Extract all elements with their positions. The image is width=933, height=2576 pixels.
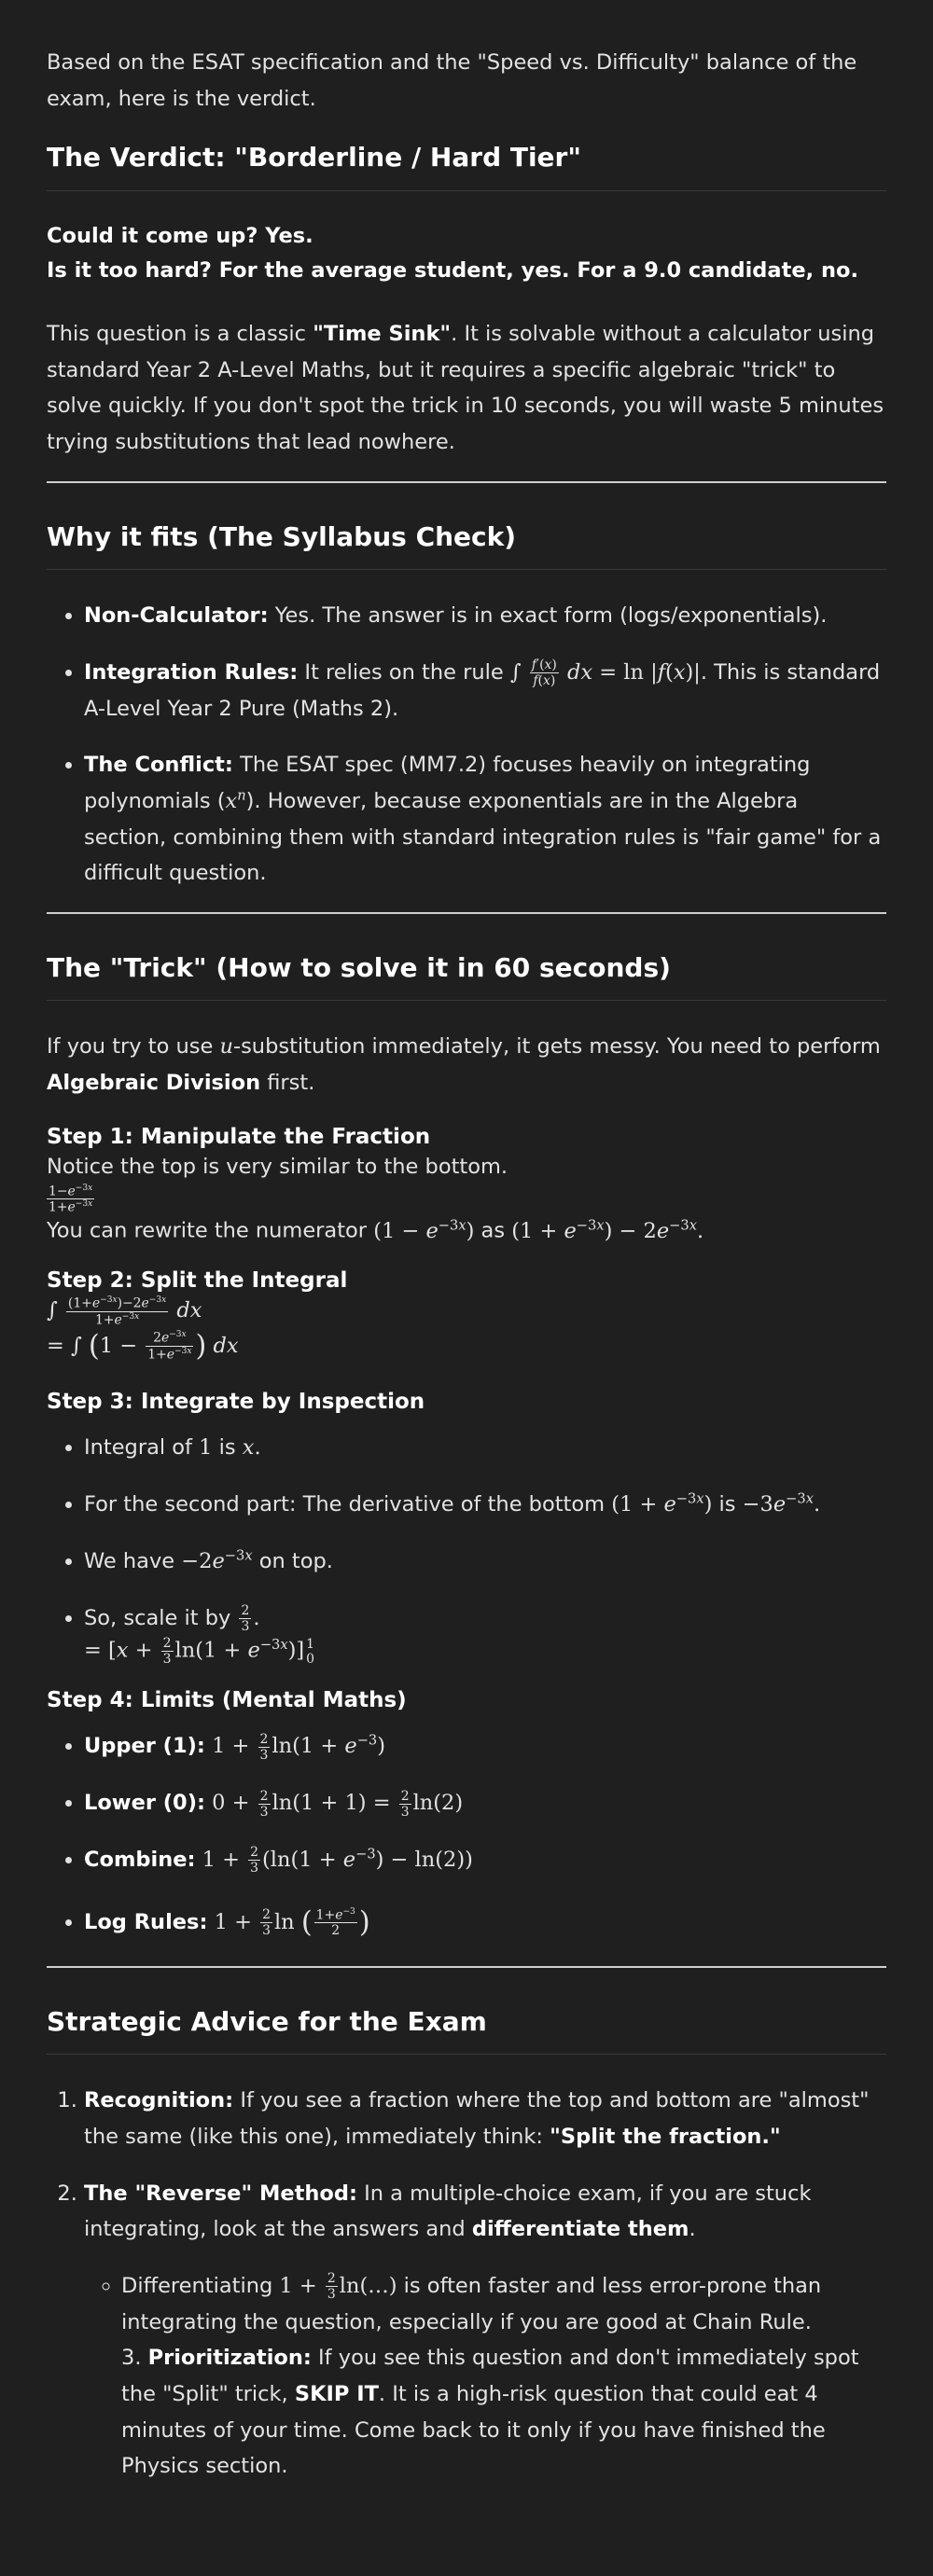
list-item: • Non-Calculator: Yes. The answer is in exact form (logs/exponentials).	[84, 598, 886, 634]
intro-paragraph: Based on the ESAT specification and the "Speed vs. Difficulty" balance of the exam, here is the verdict.	[47, 50, 857, 111]
step1-text: Notice the top is very similar to the bottom.	[47, 1154, 508, 1179]
list-item: • The Conflict: The ESAT spec (MM7.2) focuses heavily on integrating polynomials $(x^n)$. However, because exponentials are in the Algebra section, combining them with standard integration rules is "fair game" for a difficult question.	[84, 747, 886, 892]
advice-sublist	[84, 2268, 886, 2485]
list-item: • We have $-2e^{-3x}$ on top.	[84, 1544, 886, 1580]
list-item: • Integration Rules: It relies on the rule ∫ $\frac{f'(x)}{f(x)}$ dx = ln |f(x)|. This is standard A-Level Year 2 Pure (Maths 2).	[84, 655, 886, 727]
syllabus-heading: Why it fits (The Syllabus Check)	[47, 520, 886, 570]
integration-rule-formula: ∫ $\frac{f'(x)}{f(x)}$ dx = ln |f(x)|	[509, 658, 701, 689]
step1-rewrite: You can rewrite the numerator $(1 - e^{-3x})$ as $(1 + e^{-3x}) - 2e^{-3x}$.	[47, 1217, 704, 1243]
polynomial-formula: $x^n$	[225, 787, 246, 813]
step2-split: = ∫ (1 − $\frac{2e^{-3x}}{1+e^{-3x}}$ ) dx	[47, 1329, 239, 1363]
list-item: • Lower (0): 0 + $\frac{2}{3}$ ln(1 + 1) = $\frac{2}{3}$ ln(2)	[84, 1785, 886, 1821]
syllabus-list	[47, 598, 886, 892]
verdict-heading: The Verdict: "Borderline / Hard Tier"	[47, 141, 886, 190]
step3-list	[47, 1430, 886, 1667]
list-item: • So, scale it by $\frac{2}{3}$ . = [x + $\frac{2}{3}$ $\ln(1 + e^{-3x})$] 1 0	[84, 1600, 886, 1668]
step2-title: Step 2: Split the Integral	[47, 1268, 348, 1294]
step4-title: Step 4: Limits (Mental Maths)	[47, 1688, 407, 1713]
verdict-question-1: Could it come up? Yes.	[47, 223, 313, 248]
step2-integral: ∫ $\frac{(1+e^{-3x})-2e^{-3x}}{1+e^{-3x}}$ dx	[47, 1295, 202, 1328]
list-item: • Log Rules: 1 + $\frac{2}{3}$ ln ( $\frac{1+e^{-3}}{2}$ )	[84, 1899, 886, 1947]
step1-title: Step 1: Manipulate the Fraction	[47, 1124, 431, 1149]
verdict-question-2: Is it too hard? For the average student, yes. For a 9.0 candidate, no.	[47, 257, 858, 283]
list-item: 1. Recognition: If you see a fraction where the top and bottom are "almost" the same (like this one), immediately think: "Split the fraction."	[84, 2083, 886, 2154]
verdict-paragraph: This question is a classic "Time Sink". It is solvable without a calculator using standard Year 2 A-Level Maths, but it requires a specific algebraic "trick" to solve quickly. If you don't spot the trick in 10 seconds, you will waste 5 minutes trying substitutions that lead nowhere.	[47, 322, 884, 455]
list-item: • For the second part: The derivative of the bottom $(1 + e^{-3x})$ is $-3e^{-3x}$.	[84, 1487, 886, 1523]
list-item: 2. The "Reverse" Method: In a multiple-choice exam, if you are stuck integrating, look at the answers and differentiate them. ◦ Differentiating 1 + $\frac{2}{3}$ ln(…) is often faster and less error-prone than integrating the question, especially if you are good at Chain Rule. 3. Prioritization: If you see this question and don't immediately spot the "Split" trick, SKIP IT. It is a high-risk question that could eat 4 minutes of your time. Come back to it only if you have finished the Physics section.	[84, 2176, 886, 2486]
advice-heading: Strategic Advice for the Exam	[47, 2005, 886, 2055]
list-item: ◦ Differentiating 1 + $\frac{2}{3}$ ln(…) is often faster and less error-prone than integrating the question, especially if you are good at Chain Rule. 3. Prioritization: If you see this question and don't immediately spot the "Split" trick, SKIP IT. It is a high-risk question that could eat 4 minutes of your time. Come back to it only if you have finished the Physics section.	[121, 2268, 886, 2485]
step4-list	[47, 1728, 886, 1946]
step1-fraction: $\frac{1-e^{-3x}}{1+e^{-3x}}$	[49, 1183, 93, 1215]
list-item: • Integral of 1 is x.	[84, 1430, 886, 1466]
list-item: • Upper (1): 1 + $\frac{2}{3}$ $\ln(1 + e^{-3})$	[84, 1728, 886, 1765]
trick-intro: If you try to use u-substitution immediately, it gets messy. You need to perform Algebraic Division first.	[47, 1034, 881, 1096]
list-item: • Combine: 1 + $\frac{2}{3}$ $(\ln(1 + e^{-3}) - \ln(2))$	[84, 1842, 886, 1878]
trick-heading: The "Trick" (How to solve it in 60 seconds)	[47, 951, 886, 1001]
response-content	[47, 45, 886, 2485]
step3-title: Step 3: Integrate by Inspection	[47, 1390, 425, 1415]
advice-list	[47, 2083, 886, 2485]
step3-result: = [x + $\frac{2}{3}$ $\ln(1 + e^{-3x})$] 1 0	[84, 1636, 315, 1668]
